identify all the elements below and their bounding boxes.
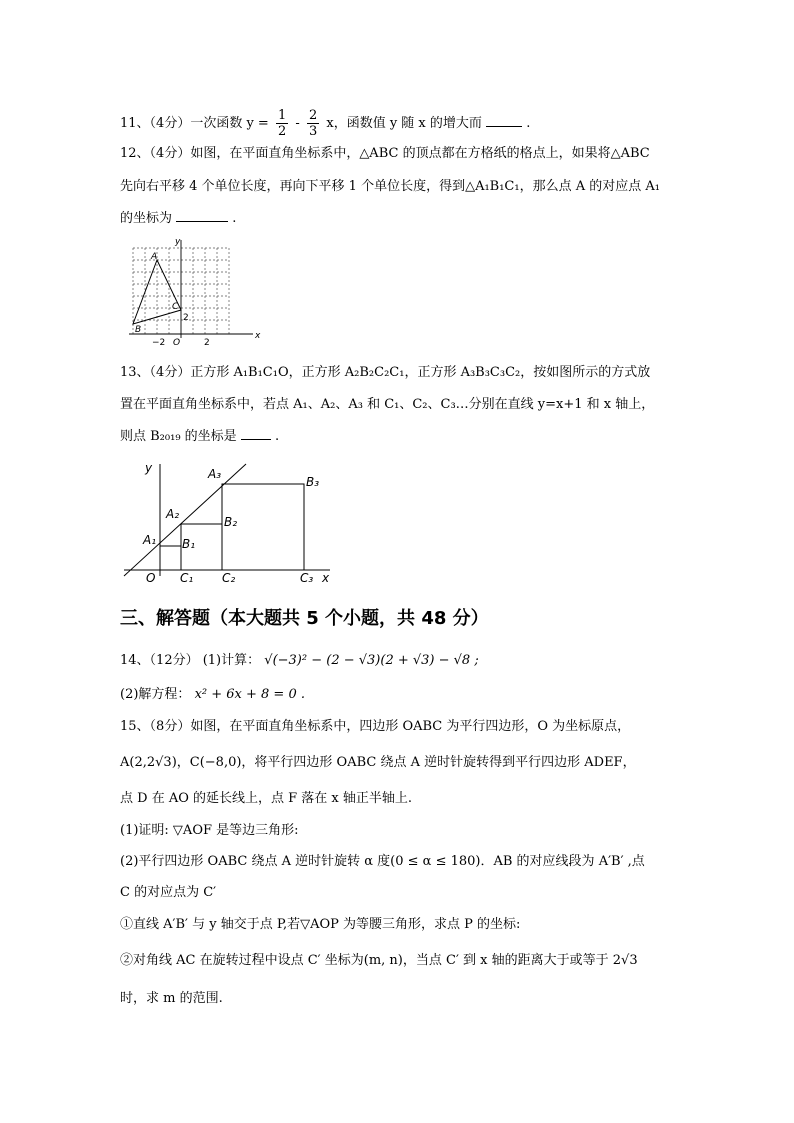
fraction-two-thirds [307,108,319,139]
point-b1-label: B₁ [182,537,196,551]
q14-line-1 [120,652,479,670]
q13-squares-figure [118,458,338,588]
origin-label: O [173,338,181,348]
q11-end: . [526,116,531,131]
answer-blank [486,114,522,127]
origin-label: O [146,571,156,585]
point-b3-label: B₃ [306,475,320,489]
q13-line-1: 13、（4分）正方形 A₁B₁C₁O，正方形 A₂B₂C₂C₁，正方形 A₃B₃C₃C₂，按如图所示的方式放 [120,365,651,380]
point-a-label: A [151,252,158,262]
x-axis-label: x [322,571,330,585]
q15-line-4: (1)证明: ▽AOF 是等边三角形: [120,823,299,838]
fraction-denominator: 3 [308,124,318,139]
fraction-one-half [276,108,288,139]
q12-line-2: 先向右平移 4 个单位长度，再向下平移 1 个单位长度，得到△A₁B₁C₁，那么点 A 的对应点 A₁ [120,179,660,194]
point-a1-label: A₁ [143,533,157,547]
q11-suffix: x，函数值 y 随 x 的增大而 [326,116,482,131]
q13-line-2: 置在平面直角坐标系中，若点 A₁、A₂、A₃ 和 C₁、C₂、C₃…分别在直线 y=x+1 和 x 轴上， [120,397,655,412]
x-tick-2: 2 [204,338,210,348]
point-c-label: C [172,302,179,312]
q15-line-9: 时，求 m 的范围. [120,991,223,1006]
section-3-heading: 三、解答题（本大题共 5 个小题，共 48 分） [120,608,489,629]
point-a2-label: A₂ [166,507,180,521]
q14-line-2-prefix: (2)解方程： [120,687,191,702]
x-axis-label: x [255,331,261,341]
q15-line-6: C 的对应点为 C′ [120,885,217,900]
q11-prefix: 11、（4分）一次函数 y = [120,116,269,131]
q15-line-7: ①直线 A′B′ 与 y 轴交于点 P,若▽AOP 为等腰三角形，求点 P 的坐标: [120,917,521,932]
point-a3-label: A₃ [208,467,222,481]
fraction-numerator: 2 [308,108,318,123]
q12-line-3-text: 的坐标为 [120,211,173,226]
y-axis-label: y [145,461,153,475]
point-c3-label: C₃ [300,571,314,585]
fraction-denominator: 2 [277,124,287,139]
q13-line-3 [120,427,279,446]
point-c2-label: C₂ [222,571,236,585]
y-tick-2: 2 [183,313,189,323]
q15-line-3: 点 D 在 AO 的延长线上，点 F 落在 x 轴正半轴上. [120,791,413,806]
q12-line-3-end: . [232,211,237,226]
q15-line-1: 15、（8分）如图，在平面直角坐标系中，四边形 OABC 为平行四边形，O 为坐标原点， [120,719,631,734]
point-c1-label: C₁ [180,571,194,585]
q13-line-3-text: 则点 B₂₀₁₉ 的坐标是 [120,429,237,444]
q15-line-5: (2)平行四边形 OABC 绕点 A 逆时针旋转 α 度(0 ≤ α ≤ 180)．AB 的对应线段为 A′B′ ,点 [120,854,645,869]
answer-blank [241,427,271,440]
q15-line-2: A(2,2√3)，C(−8,0)，将平行四边形 OABC 绕点 A 逆时针旋转得到平行四边形 ADEF， [120,755,636,770]
q14-expression: √(−3)² − (2 − √3)(2 + √3) − √8 ; [264,653,479,668]
q14-equation: x² + 6x + 8 = 0 . [194,687,305,702]
point-b-label: B [135,325,142,335]
x-tick-neg2: −2 [152,338,166,348]
q15-line-8: ②对角线 AC 在旋转过程中设点 C′ 坐标为(m, n)，当点 C′ 到 x 轴的距离大于或等于 2√3 [120,953,638,968]
q12-grid-figure [125,232,265,350]
q14-line-1-prefix: 14、（12分） (1)计算： [120,653,261,668]
point-b2-label: B₂ [224,515,238,529]
minus-sign: - [295,116,300,131]
q13-line-3-end: . [274,429,280,444]
y-axis-label: y [175,237,181,247]
q14-line-2 [120,686,305,704]
question-11 [120,108,530,139]
fraction-numerator: 1 [277,108,287,123]
q12-line-3 [120,209,236,228]
q12-line-1: 12、（4分）如图，在平面直角坐标系中，△ABC 的顶点都在方格纸的格点上，如果将△ABC [120,146,650,161]
answer-blank [176,209,228,222]
